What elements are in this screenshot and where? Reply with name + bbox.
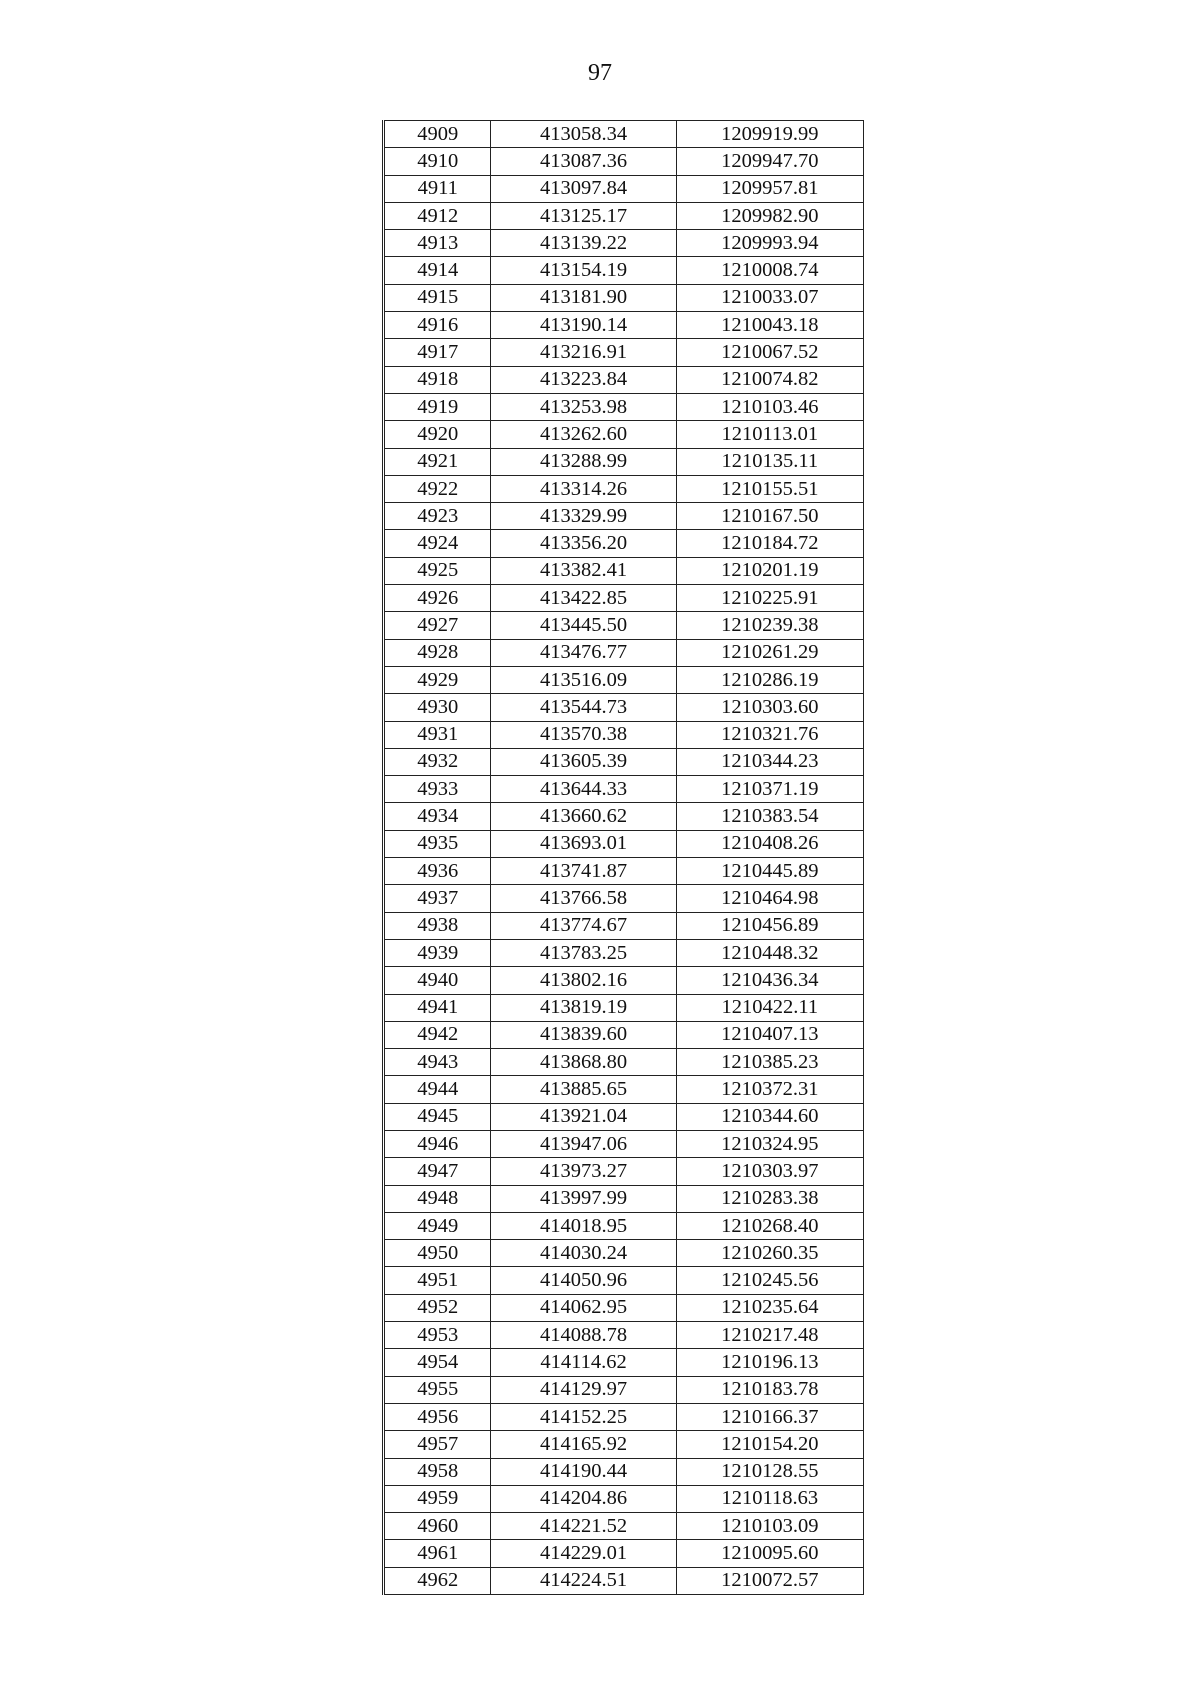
y-coordinate-cell: 1210303.97	[676, 1158, 863, 1185]
y-coordinate-cell: 1210261.29	[676, 639, 863, 666]
y-coordinate-cell: 1210268.40	[676, 1212, 863, 1239]
x-coordinate-cell: 413445.50	[491, 612, 676, 639]
table-row	[384, 994, 864, 1021]
x-coordinate-cell: 414088.78	[491, 1322, 676, 1349]
table-row	[384, 1540, 864, 1567]
y-coordinate-cell: 1210408.26	[676, 830, 863, 857]
table-row	[384, 1322, 864, 1349]
table-row	[384, 1076, 864, 1103]
x-coordinate-cell: 413516.09	[491, 666, 676, 693]
table-row	[384, 312, 864, 339]
x-coordinate-cell: 413947.06	[491, 1130, 676, 1157]
y-coordinate-cell: 1210372.31	[676, 1076, 863, 1103]
table-row	[384, 1376, 864, 1403]
y-coordinate-cell: 1210422.11	[676, 994, 863, 1021]
point-number-cell: 4944	[384, 1076, 491, 1103]
x-coordinate-cell: 413544.73	[491, 694, 676, 721]
x-coordinate-cell: 413570.38	[491, 721, 676, 748]
x-coordinate-cell: 413190.14	[491, 312, 676, 339]
x-coordinate-cell: 413921.04	[491, 1103, 676, 1130]
y-coordinate-cell: 1210235.64	[676, 1294, 863, 1321]
point-number-cell: 4913	[384, 230, 491, 257]
y-coordinate-cell: 1210286.19	[676, 666, 863, 693]
x-coordinate-cell: 414165.92	[491, 1431, 676, 1458]
point-number-cell: 4954	[384, 1349, 491, 1376]
x-coordinate-cell: 413125.17	[491, 202, 676, 229]
y-coordinate-cell: 1210385.23	[676, 1049, 863, 1076]
table-row	[384, 748, 864, 775]
table-row	[384, 1567, 864, 1594]
table-row	[384, 1349, 864, 1376]
table-row	[384, 939, 864, 966]
point-number-cell: 4948	[384, 1185, 491, 1212]
point-number-cell: 4953	[384, 1322, 491, 1349]
x-coordinate-cell: 413329.99	[491, 503, 676, 530]
x-coordinate-cell: 414062.95	[491, 1294, 676, 1321]
y-coordinate-cell: 1210074.82	[676, 366, 863, 393]
table-row	[384, 585, 864, 612]
x-coordinate-cell: 413087.36	[491, 148, 676, 175]
table-row	[384, 1130, 864, 1157]
table-row	[384, 1240, 864, 1267]
point-number-cell: 4940	[384, 967, 491, 994]
x-coordinate-cell: 413973.27	[491, 1158, 676, 1185]
table-row	[384, 666, 864, 693]
x-coordinate-cell: 413819.19	[491, 994, 676, 1021]
page-number: 97	[588, 60, 612, 86]
point-number-cell: 4957	[384, 1431, 491, 1458]
table-row	[384, 1103, 864, 1130]
y-coordinate-cell: 1210183.78	[676, 1376, 863, 1403]
point-number-cell: 4910	[384, 148, 491, 175]
table-row	[384, 1431, 864, 1458]
table-row	[384, 257, 864, 284]
table-row	[384, 1158, 864, 1185]
x-coordinate-cell: 413741.87	[491, 858, 676, 885]
y-coordinate-cell: 1210072.57	[676, 1567, 863, 1594]
table-row	[384, 339, 864, 366]
y-coordinate-cell: 1210464.98	[676, 885, 863, 912]
x-coordinate-cell: 413181.90	[491, 284, 676, 311]
table-row	[384, 448, 864, 475]
table-row	[384, 885, 864, 912]
y-coordinate-cell: 1209957.81	[676, 175, 863, 202]
y-coordinate-cell: 1210167.50	[676, 503, 863, 530]
y-coordinate-cell: 1210155.51	[676, 475, 863, 502]
x-coordinate-cell: 413605.39	[491, 748, 676, 775]
table-row	[384, 1185, 864, 1212]
x-coordinate-cell: 413262.60	[491, 421, 676, 448]
y-coordinate-cell: 1210067.52	[676, 339, 863, 366]
point-number-cell: 4909	[384, 121, 491, 148]
x-coordinate-cell: 413314.26	[491, 475, 676, 502]
x-coordinate-cell: 413802.16	[491, 967, 676, 994]
point-number-cell: 4962	[384, 1567, 491, 1594]
point-number-cell: 4958	[384, 1458, 491, 1485]
table-row	[384, 803, 864, 830]
y-coordinate-cell: 1210245.56	[676, 1267, 863, 1294]
point-number-cell: 4930	[384, 694, 491, 721]
x-coordinate-cell: 414224.51	[491, 1567, 676, 1594]
y-coordinate-cell: 1210196.13	[676, 1349, 863, 1376]
table-row	[384, 121, 864, 148]
y-coordinate-cell: 1210383.54	[676, 803, 863, 830]
table-row	[384, 230, 864, 257]
point-number-cell: 4916	[384, 312, 491, 339]
table-row	[384, 557, 864, 584]
table-row	[384, 1267, 864, 1294]
y-coordinate-cell: 1210043.18	[676, 312, 863, 339]
table-row	[384, 366, 864, 393]
table-row	[384, 202, 864, 229]
y-coordinate-cell: 1210154.20	[676, 1431, 863, 1458]
x-coordinate-cell: 413839.60	[491, 1021, 676, 1048]
y-coordinate-cell: 1210008.74	[676, 257, 863, 284]
y-coordinate-cell: 1210103.46	[676, 393, 863, 420]
y-coordinate-cell: 1210445.89	[676, 858, 863, 885]
point-number-cell: 4959	[384, 1485, 491, 1512]
coordinates-table-body	[384, 121, 864, 1595]
x-coordinate-cell: 413783.25	[491, 939, 676, 966]
y-coordinate-cell: 1209993.94	[676, 230, 863, 257]
point-number-cell: 4915	[384, 284, 491, 311]
y-coordinate-cell: 1210166.37	[676, 1403, 863, 1430]
table-row	[384, 175, 864, 202]
point-number-cell: 4925	[384, 557, 491, 584]
point-number-cell: 4960	[384, 1513, 491, 1540]
point-number-cell: 4942	[384, 1021, 491, 1048]
point-number-cell: 4926	[384, 585, 491, 612]
x-coordinate-cell: 414018.95	[491, 1212, 676, 1239]
point-number-cell: 4935	[384, 830, 491, 857]
table-row	[384, 421, 864, 448]
y-coordinate-cell: 1210217.48	[676, 1322, 863, 1349]
x-coordinate-cell: 413476.77	[491, 639, 676, 666]
table-row	[384, 1212, 864, 1239]
point-number-cell: 4922	[384, 475, 491, 502]
x-coordinate-cell: 414229.01	[491, 1540, 676, 1567]
x-coordinate-cell: 413660.62	[491, 803, 676, 830]
y-coordinate-cell: 1209919.99	[676, 121, 863, 148]
x-coordinate-cell: 413693.01	[491, 830, 676, 857]
y-coordinate-cell: 1210128.55	[676, 1458, 863, 1485]
point-number-cell: 4921	[384, 448, 491, 475]
x-coordinate-cell: 414190.44	[491, 1458, 676, 1485]
point-number-cell: 4947	[384, 1158, 491, 1185]
table-row	[384, 1021, 864, 1048]
point-number-cell: 4929	[384, 666, 491, 693]
point-number-cell: 4956	[384, 1403, 491, 1430]
x-coordinate-cell: 414152.25	[491, 1403, 676, 1430]
y-coordinate-cell: 1210344.60	[676, 1103, 863, 1130]
point-number-cell: 4918	[384, 366, 491, 393]
table-row	[384, 1513, 864, 1540]
y-coordinate-cell: 1210118.63	[676, 1485, 863, 1512]
table-row	[384, 830, 864, 857]
x-coordinate-cell: 413766.58	[491, 885, 676, 912]
point-number-cell: 4950	[384, 1240, 491, 1267]
point-number-cell: 4934	[384, 803, 491, 830]
x-coordinate-cell: 413774.67	[491, 912, 676, 939]
x-coordinate-cell: 413382.41	[491, 557, 676, 584]
y-coordinate-cell: 1210260.35	[676, 1240, 863, 1267]
point-number-cell: 4945	[384, 1103, 491, 1130]
table-row	[384, 912, 864, 939]
y-coordinate-cell: 1210184.72	[676, 530, 863, 557]
point-number-cell: 4952	[384, 1294, 491, 1321]
table-row	[384, 393, 864, 420]
x-coordinate-cell: 413644.33	[491, 776, 676, 803]
y-coordinate-cell: 1210303.60	[676, 694, 863, 721]
x-coordinate-cell: 414114.62	[491, 1349, 676, 1376]
y-coordinate-cell: 1210436.34	[676, 967, 863, 994]
table-row	[384, 612, 864, 639]
table-row	[384, 284, 864, 311]
y-coordinate-cell: 1209982.90	[676, 202, 863, 229]
point-number-cell: 4955	[384, 1376, 491, 1403]
point-number-cell: 4932	[384, 748, 491, 775]
x-coordinate-cell: 414050.96	[491, 1267, 676, 1294]
point-number-cell: 4912	[384, 202, 491, 229]
x-coordinate-cell: 413097.84	[491, 175, 676, 202]
point-number-cell: 4911	[384, 175, 491, 202]
x-coordinate-cell: 414030.24	[491, 1240, 676, 1267]
x-coordinate-cell: 413885.65	[491, 1076, 676, 1103]
table-row	[384, 148, 864, 175]
table-row	[384, 1294, 864, 1321]
point-number-cell: 4936	[384, 858, 491, 885]
point-number-cell: 4938	[384, 912, 491, 939]
table-row	[384, 776, 864, 803]
table-row	[384, 530, 864, 557]
y-coordinate-cell: 1210201.19	[676, 557, 863, 584]
x-coordinate-cell: 414204.86	[491, 1485, 676, 1512]
table-row	[384, 967, 864, 994]
y-coordinate-cell: 1210095.60	[676, 1540, 863, 1567]
table-row	[384, 1403, 864, 1430]
y-coordinate-cell: 1210407.13	[676, 1021, 863, 1048]
point-number-cell: 4919	[384, 393, 491, 420]
x-coordinate-cell: 413058.34	[491, 121, 676, 148]
y-coordinate-cell: 1210283.38	[676, 1185, 863, 1212]
x-coordinate-cell: 413422.85	[491, 585, 676, 612]
x-coordinate-cell: 414129.97	[491, 1376, 676, 1403]
point-number-cell: 4917	[384, 339, 491, 366]
point-number-cell: 4951	[384, 1267, 491, 1294]
table-row	[384, 475, 864, 502]
y-coordinate-cell: 1210321.76	[676, 721, 863, 748]
y-coordinate-cell: 1210239.38	[676, 612, 863, 639]
table-row	[384, 694, 864, 721]
point-number-cell: 4927	[384, 612, 491, 639]
x-coordinate-cell: 413288.99	[491, 448, 676, 475]
point-number-cell: 4933	[384, 776, 491, 803]
point-number-cell: 4943	[384, 1049, 491, 1076]
point-number-cell: 4931	[384, 721, 491, 748]
y-coordinate-cell: 1210371.19	[676, 776, 863, 803]
table-row	[384, 1485, 864, 1512]
point-number-cell: 4946	[384, 1130, 491, 1157]
y-coordinate-cell: 1210113.01	[676, 421, 863, 448]
table-row	[384, 858, 864, 885]
y-coordinate-cell: 1209947.70	[676, 148, 863, 175]
point-number-cell: 4961	[384, 1540, 491, 1567]
y-coordinate-cell: 1210456.89	[676, 912, 863, 939]
x-coordinate-cell: 413356.20	[491, 530, 676, 557]
x-coordinate-cell: 413216.91	[491, 339, 676, 366]
point-number-cell: 4949	[384, 1212, 491, 1239]
x-coordinate-cell: 413253.98	[491, 393, 676, 420]
x-coordinate-cell: 413139.22	[491, 230, 676, 257]
x-coordinate-cell: 414221.52	[491, 1513, 676, 1540]
point-number-cell: 4924	[384, 530, 491, 557]
point-number-cell: 4914	[384, 257, 491, 284]
table-row	[384, 721, 864, 748]
y-coordinate-cell: 1210225.91	[676, 585, 863, 612]
x-coordinate-cell: 413868.80	[491, 1049, 676, 1076]
point-number-cell: 4937	[384, 885, 491, 912]
table-row	[384, 503, 864, 530]
y-coordinate-cell: 1210448.32	[676, 939, 863, 966]
y-coordinate-cell: 1210135.11	[676, 448, 863, 475]
x-coordinate-cell: 413154.19	[491, 257, 676, 284]
coordinates-table	[382, 120, 864, 1595]
point-number-cell: 4939	[384, 939, 491, 966]
x-coordinate-cell: 413223.84	[491, 366, 676, 393]
point-number-cell: 4923	[384, 503, 491, 530]
y-coordinate-cell: 1210103.09	[676, 1513, 863, 1540]
point-number-cell: 4928	[384, 639, 491, 666]
table-row	[384, 639, 864, 666]
y-coordinate-cell: 1210324.95	[676, 1130, 863, 1157]
table-row	[384, 1049, 864, 1076]
x-coordinate-cell: 413997.99	[491, 1185, 676, 1212]
table-row	[384, 1458, 864, 1485]
y-coordinate-cell: 1210344.23	[676, 748, 863, 775]
y-coordinate-cell: 1210033.07	[676, 284, 863, 311]
point-number-cell: 4941	[384, 994, 491, 1021]
point-number-cell: 4920	[384, 421, 491, 448]
